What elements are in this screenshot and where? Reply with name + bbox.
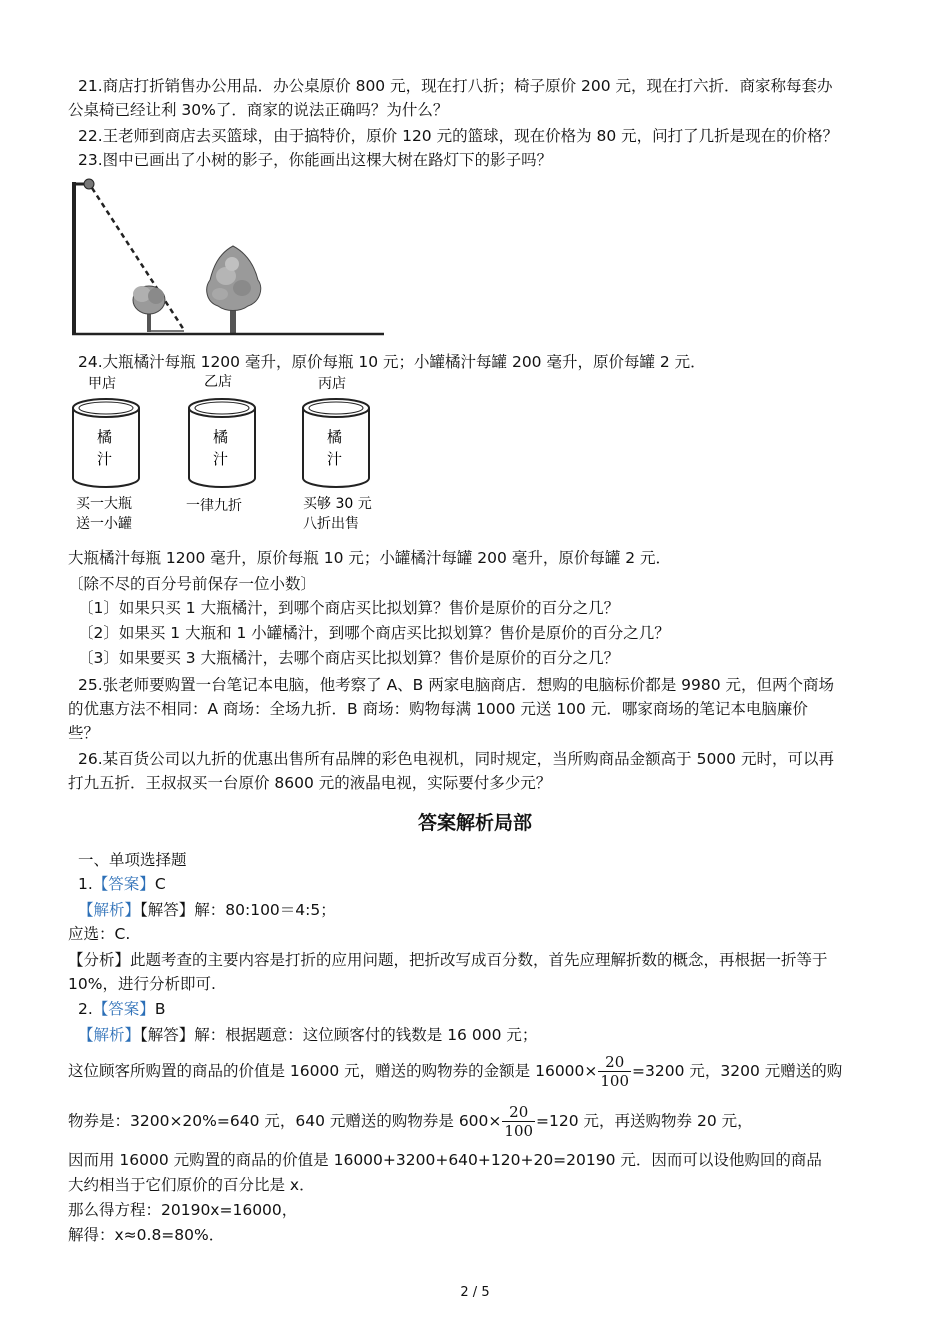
q24-sub3: 〔3〕如果要买 3 大瓶橘汁，去哪个商店买比拟划算？售价是原价的百分之几？ (78, 649, 620, 667)
fraction-numerator: 20 (598, 1053, 631, 1072)
q24: 24.大瓶橘汁每瓶 1200 毫升，原价每瓶 10 元；小罐橘汁每罐 200 毫升，原价每罐 2 元． (78, 353, 706, 371)
answer-1 (78, 872, 898, 896)
answer-2-line5: 那么得方程：20190x=16000， (68, 1201, 298, 1219)
can-label: 橘 (213, 428, 229, 446)
can-label: 橘 (97, 428, 113, 446)
q24-sub2: 〔2〕如果买 1 大瓶和 1 小罐橘汁，到哪个商店买比拟划算？售价是原价的百分之几？ (78, 624, 670, 642)
shop-yi (186, 374, 255, 514)
text-segment: =3200 元，3200 元赠送的购 (632, 1062, 843, 1080)
answer-2-line1 (68, 1051, 888, 1091)
analysis-tag: 【解析】 (78, 1026, 141, 1044)
big-tree (207, 246, 261, 334)
section-heading: 一、单项选择题 (78, 851, 187, 869)
shop-jia (73, 376, 139, 532)
answer-number: 2. (78, 1000, 93, 1018)
fraction-denominator: 100 (600, 1072, 630, 1090)
answer-1-analysis-line2: 10%，进行分析即可. (68, 975, 216, 993)
answer-1-choose: 应选：C. (68, 925, 131, 943)
can-label: 汁 (97, 450, 113, 468)
answer-number: 1. (78, 875, 93, 893)
answer-1-solution (78, 898, 898, 922)
lamp-post (72, 182, 76, 334)
answer-2 (78, 997, 898, 1021)
answer-tag: 【答案】 (92, 875, 155, 893)
q26-line2: 打九五折．王叔叔买一台原价 8600 元的液晶电视，实际要付多少元？ (68, 774, 552, 792)
analysis-tag: 【解析】 (78, 901, 141, 919)
q22: 22.王老师到商店去买篮球，由于搞特价，原价 120 元的篮球，现在价格为 80 元，问打了几折是现在的价格？ (78, 127, 839, 145)
answer-2-line4: 大约相当于它们原价的百分比是 x． (68, 1176, 315, 1194)
q21-line2: 公桌椅已经让利 30%了．商家的说法正确吗？为什么？ (68, 101, 449, 119)
q23: 23.图中已画出了小树的影子，你能画出这棵大树在路灯下的影子吗？ (78, 151, 553, 169)
answer-value: C (154, 875, 166, 893)
can-label: 汁 (213, 450, 229, 468)
shop-promo: 买够 30 元 (303, 496, 372, 512)
answer-2-line2 (68, 1101, 888, 1141)
answer-2-line3: 因而用 16000 元购置的商品的价值是 16000+3200+640+120+20=20190 元．因而可以设他购回的商品 (68, 1151, 822, 1169)
page-number: 2 / 5 (460, 1285, 490, 1300)
answer-2-line6: 解得：x≈0.8=80%． (68, 1226, 225, 1244)
text-segment: 物券是：3200×20%=640 元，640 元赠送的购物券是 600× (68, 1112, 502, 1130)
q24-repeat: 大瓶橘汁每瓶 1200 毫升，原价每瓶 10 元；小罐橘汁每罐 200 毫升，原价每罐 2 元． (68, 549, 672, 567)
shop-name: 乙店 (204, 374, 232, 390)
shop-promo: 八折出售 (303, 516, 359, 532)
fraction-numerator: 20 (502, 1103, 535, 1122)
fraction-denominator: 100 (504, 1122, 534, 1140)
answer-value: B (154, 1000, 166, 1018)
solution-text: 【解答】解：80:100＝4:5； (140, 901, 336, 919)
solution-text: 【解答】解：根据题意：这位顾客付的钱数是 16 000 元； (140, 1026, 538, 1044)
shop-promo: 买一大瓶 (76, 496, 132, 512)
q24-note: 〔除不尽的百分号前保存一位小数〕 (68, 575, 317, 593)
shop-promo: 送一小罐 (76, 516, 132, 532)
q25-line2: 的优惠方法不相同：A 商场：全场九折．B 商场：购物每满 1000 元送 100 元．哪家商场的笔记本电脑廉价 (68, 700, 808, 718)
shop-promo: 一律九折 (186, 498, 242, 514)
q26-line1: 26.某百货公司以九折的优惠出售所有品牌的彩色电视机，同时规定，当所购商品金额高于 5000 元时，可以再 (78, 750, 834, 768)
q25-line1: 25.张老师要购置一台笔记本电脑，他考察了 A、B 两家电脑商店．想购的电脑标价都是 9980 元，但两个商场 (78, 676, 835, 694)
answer-tag: 【答案】 (92, 1000, 155, 1018)
figure-lamp-trees (68, 176, 388, 338)
q21-line1: 21.商店打折销售办公用品．办公桌原价 800 元，现在打八折；椅子原价 200 元，现在打六折．商家称每套办 (78, 77, 833, 95)
small-tree (133, 286, 165, 332)
lamp-light (84, 179, 94, 189)
fraction (502, 1103, 535, 1140)
fraction (598, 1053, 631, 1090)
can-label: 汁 (327, 450, 343, 468)
can-label: 橘 (327, 428, 343, 446)
answers-title: 答案解析局部 (417, 812, 532, 834)
shop-bing (303, 376, 372, 532)
shop-name: 丙店 (318, 376, 346, 392)
shop-name: 甲店 (88, 376, 116, 392)
text-segment: 这位顾客所购置的商品的价值是 16000 元，赠送的购物券的金额是 16000× (68, 1062, 598, 1080)
text-segment: =120 元，再送购物券 20 元， (536, 1112, 753, 1130)
q25-line3: 些？ (68, 724, 100, 742)
answer-1-analysis-line1: 【分析】此题考查的主要内容是打折的应用问题，把折改写成百分数，首先应理解折数的概念，再根据一折等于 (68, 951, 828, 969)
answer-2-solution (78, 1023, 898, 1047)
figure-juice-shops (66, 374, 386, 538)
q24-sub1: 〔1〕如果只买 1 大瓶橘汁，到哪个商店买比拟划算？售价是原价的百分之几？ (78, 599, 620, 617)
